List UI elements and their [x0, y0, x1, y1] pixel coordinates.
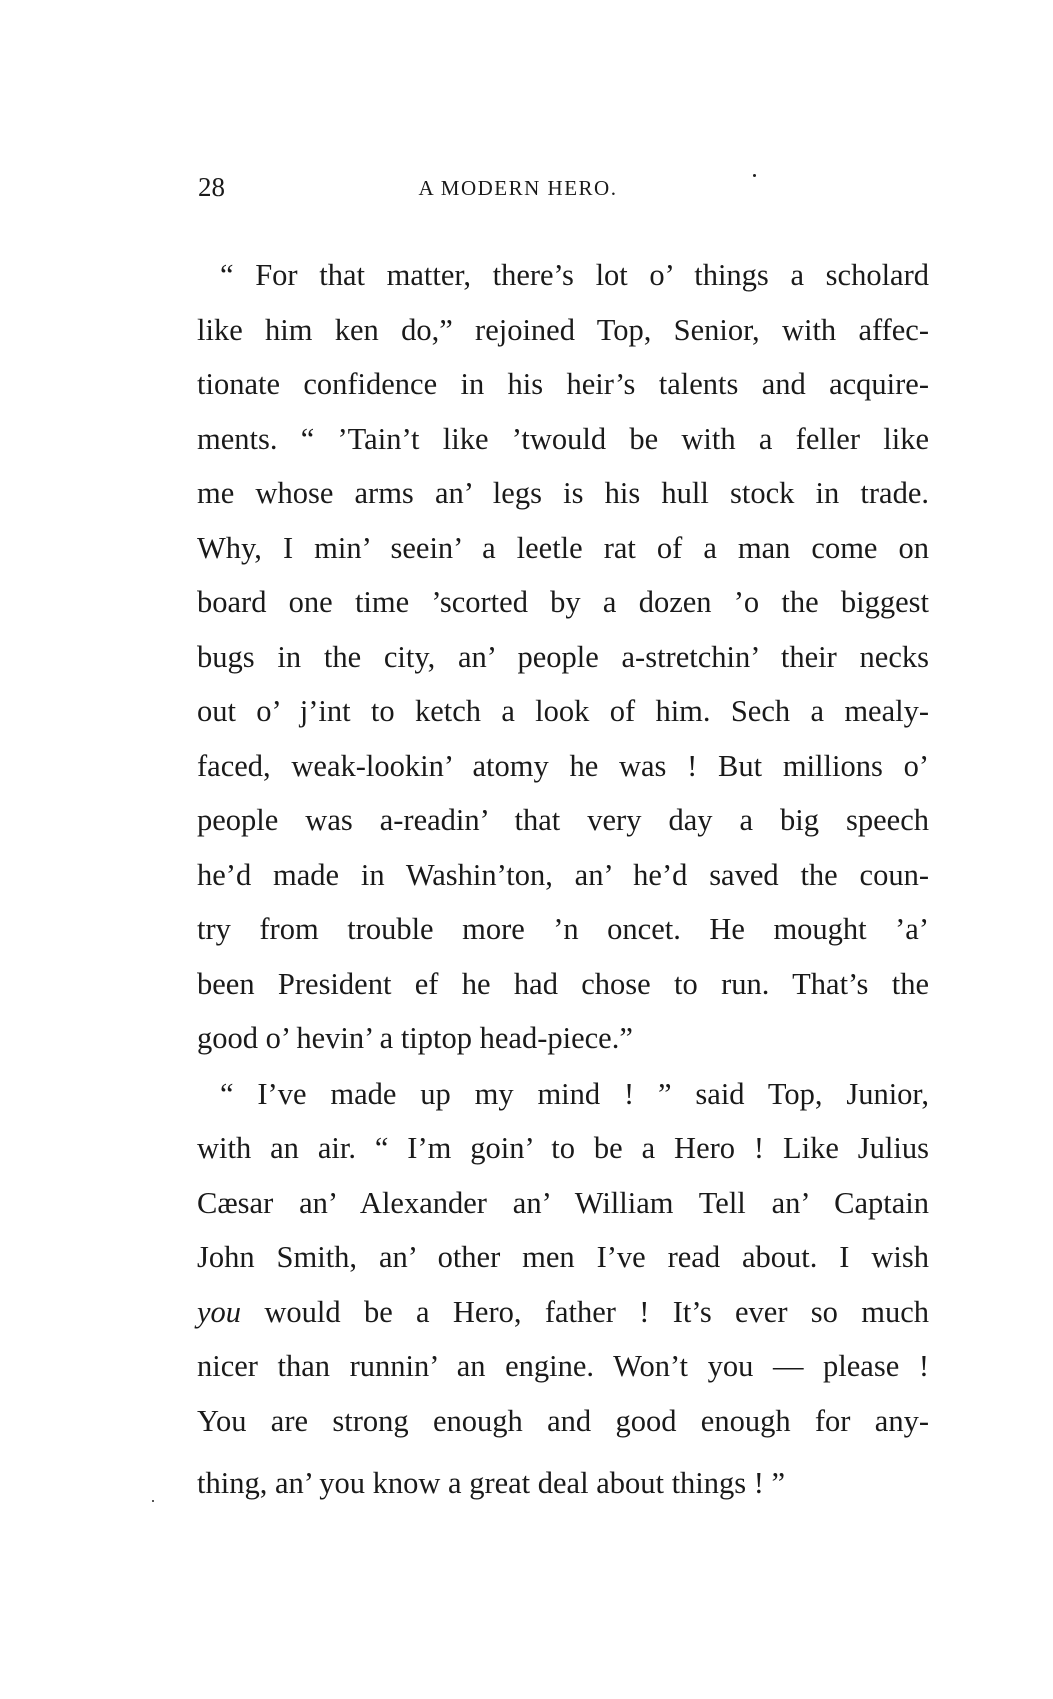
text-line: nicer than runnin’ an engine. Won’t you — please !	[197, 1349, 929, 1383]
text-line: with an air. “ I’m goin’ to be a Hero ! Like Julius	[197, 1131, 929, 1165]
text-line: out o’ j’int to ketch a look of him. Sech a mealy-	[197, 694, 929, 728]
text-line: thing, an’ you know a great deal about things ! ”	[197, 1466, 786, 1500]
text-line	[197, 1285, 929, 1340]
running-title: A MODERN HERO.	[418, 176, 618, 200]
text-line: people was a-readin’ that very day a big speech	[197, 803, 929, 837]
text-line: board one time ’scorted by a dozen ’o the biggest	[197, 585, 929, 619]
paragraph	[197, 248, 929, 1066]
text-line: “ I’ve made up my mind ! ” said Top, Junior,	[220, 1076, 929, 1111]
page-header	[198, 172, 918, 212]
print-speck	[753, 174, 756, 177]
text-line: ments. “ ’Tain’t like ’twould be with a feller like	[197, 421, 929, 456]
page-number: 28	[198, 172, 225, 202]
paragraph	[197, 1067, 929, 1511]
text-line: tionate confidence in his heir’s talents and acquire-	[197, 367, 929, 401]
text-line: Cæsar an’ Alexander an’ William Tell an’ Captain	[197, 1185, 929, 1220]
emphasis-word: you	[197, 1294, 242, 1329]
text-line: me whose arms an’ legs is his hull stock in trade.	[197, 476, 929, 510]
text-line: been President ef he had chose to run. That’s the	[197, 966, 929, 1001]
text-line: like him ken do,” rejoined Top, Senior, with affec-	[197, 312, 929, 347]
text-line-rest: would be a Hero, father ! It’s ever so much	[264, 1294, 930, 1329]
text-line: good o’ hevin’ a tiptop head-piece.”	[197, 1021, 633, 1055]
body-text	[197, 248, 929, 1511]
text-line: You are strong enough and good enough for any-	[197, 1403, 929, 1438]
print-speck	[152, 1500, 154, 1502]
text-line: bugs in the city, an’ people a-stretchin’ their necks	[197, 639, 929, 674]
text-line: John Smith, an’ other men I’ve read about. I wish	[197, 1240, 929, 1274]
text-line: faced, weak-lookin’ atomy he was ! But millions o’	[197, 748, 929, 783]
text-line: try from trouble more ’n oncet. He mought ’a’	[197, 912, 929, 946]
text-line: “ For that matter, there’s lot o’ things a scholard	[220, 258, 929, 292]
text-line: he’d made in Washin’ton, an’ he’d saved the coun-	[197, 857, 929, 892]
text-line: Why, I min’ seein’ a leetle rat of a man come on	[197, 530, 929, 565]
